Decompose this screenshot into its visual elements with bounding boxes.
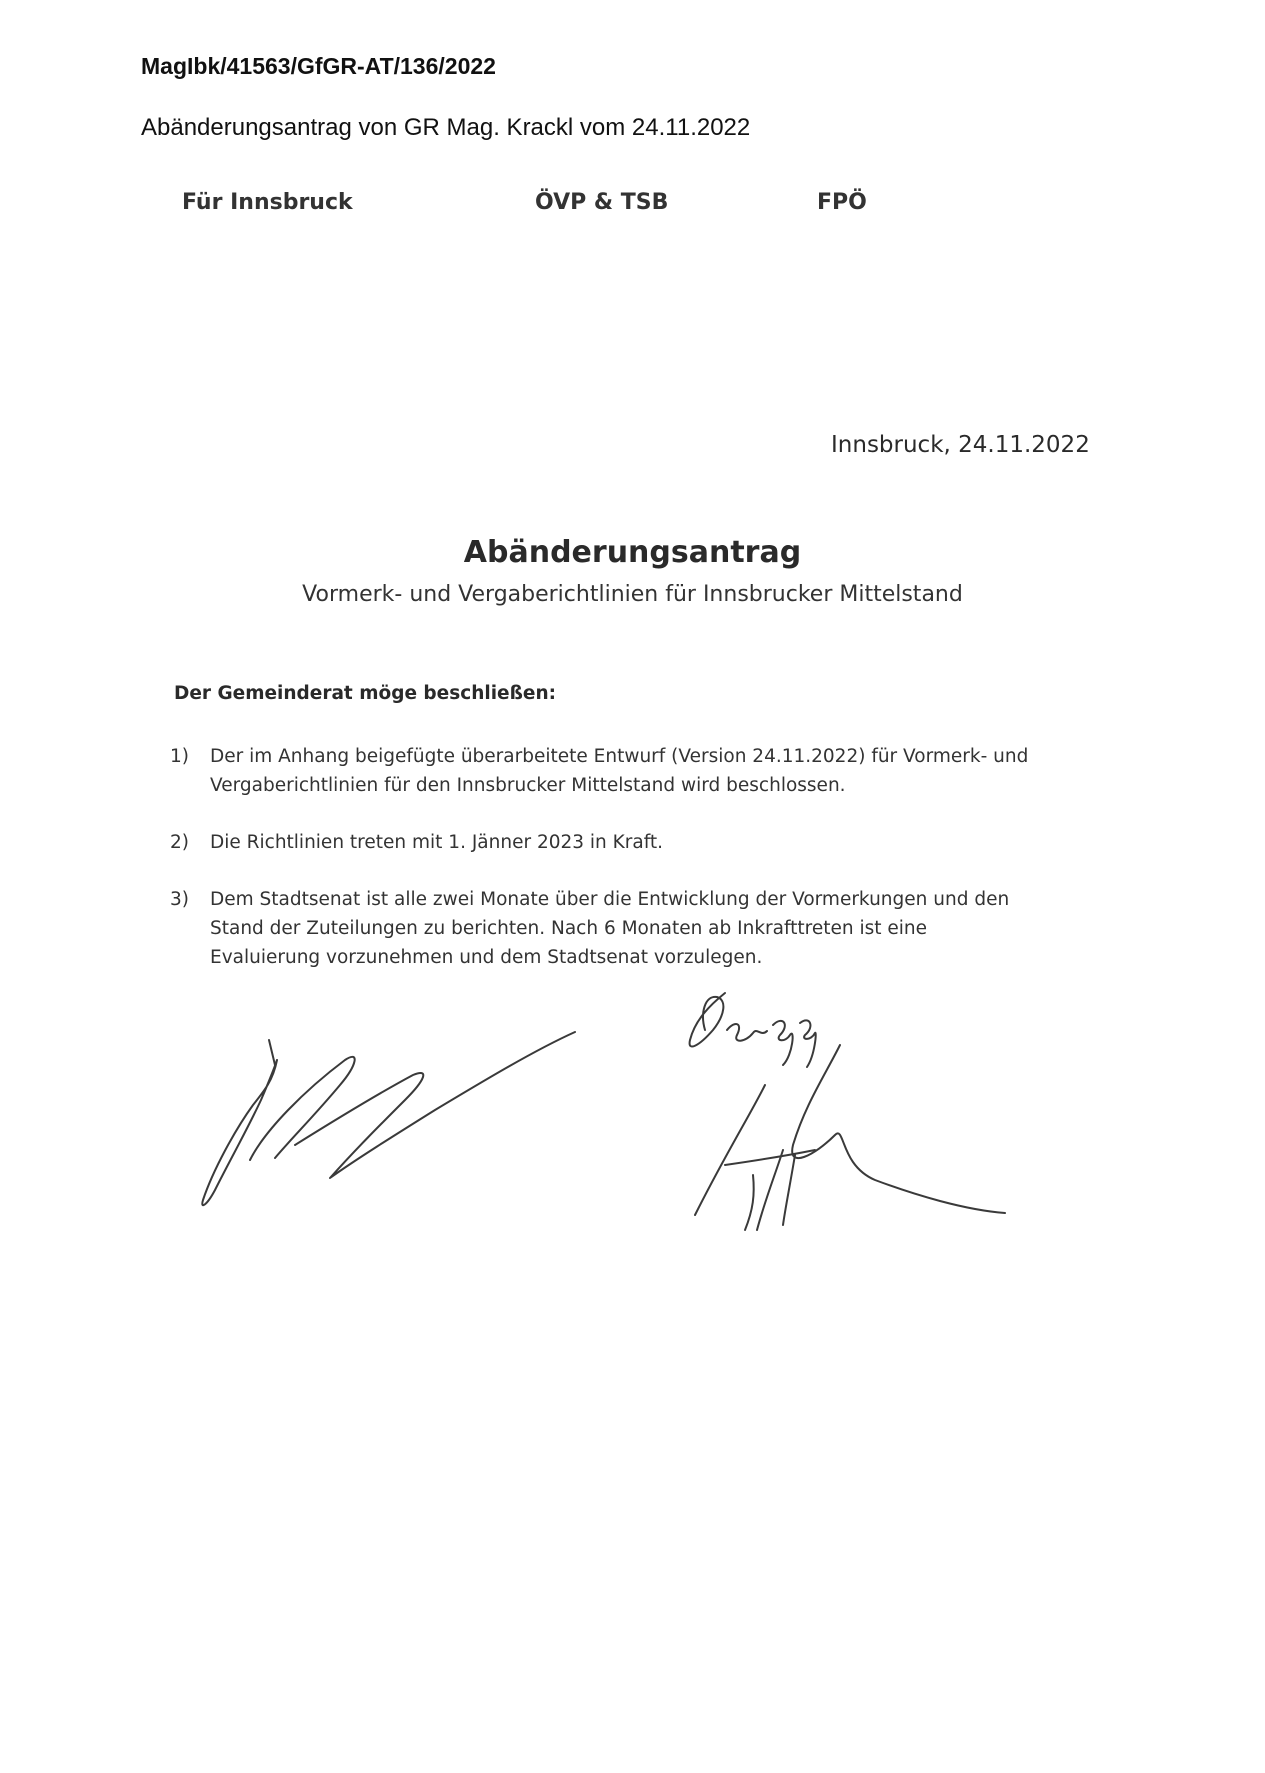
place-and-date: Innsbruck, 24.11.2022	[831, 432, 1090, 458]
item-line: Die Richtlinien treten mit 1. Jänner 2023 in Kraft.	[210, 832, 664, 853]
item-text	[210, 742, 1090, 800]
signature-right	[665, 985, 1085, 1250]
item-text	[210, 885, 1090, 972]
resolution-item-2	[170, 828, 1090, 857]
item-number: 2)	[170, 832, 189, 853]
reference-number: MagIbk/41563/GfGR-AT/136/2022	[141, 53, 496, 79]
document-title: Abänderungsantrag	[463, 535, 802, 570]
subject-line: Abänderungsantrag von GR Mag. Krackl vom 24.11.2022	[141, 114, 751, 141]
resolution-intro: Der Gemeinderat möge beschließen:	[174, 683, 557, 704]
document-subtitle: Vormerk- und Vergaberichtlinien für Innsbrucker Mittelstand	[302, 582, 963, 607]
resolution-item-3	[170, 885, 1090, 972]
party-fpoe: FPÖ	[817, 190, 867, 215]
item-number: 3)	[170, 889, 189, 910]
resolution-items	[170, 742, 1090, 1000]
item-line: Evaluierung vorzunehmen und dem Stadtsenat vorzulegen.	[210, 947, 763, 968]
resolution-item-1	[170, 742, 1090, 800]
item-text	[210, 828, 1090, 857]
item-line: Der im Anhang beigefügte überarbeitete Entwurf (Version 24.11.2022) für Vormerk- und	[210, 746, 1029, 767]
party-fuer-innsbruck: Für Innsbruck	[182, 190, 353, 215]
party-oevp-tsb: ÖVP & TSB	[535, 190, 669, 215]
signature-left	[195, 1020, 585, 1225]
item-number: 1)	[170, 746, 189, 767]
item-line: Stand der Zuteilungen zu berichten. Nach 6 Monaten ab Inkrafttreten ist eine	[210, 918, 928, 939]
item-line: Dem Stadtsenat ist alle zwei Monate über die Entwicklung der Vormerkungen und den	[210, 889, 1010, 910]
item-line: Vergaberichtlinien für den Innsbrucker Mittelstand wird beschlossen.	[210, 775, 846, 796]
